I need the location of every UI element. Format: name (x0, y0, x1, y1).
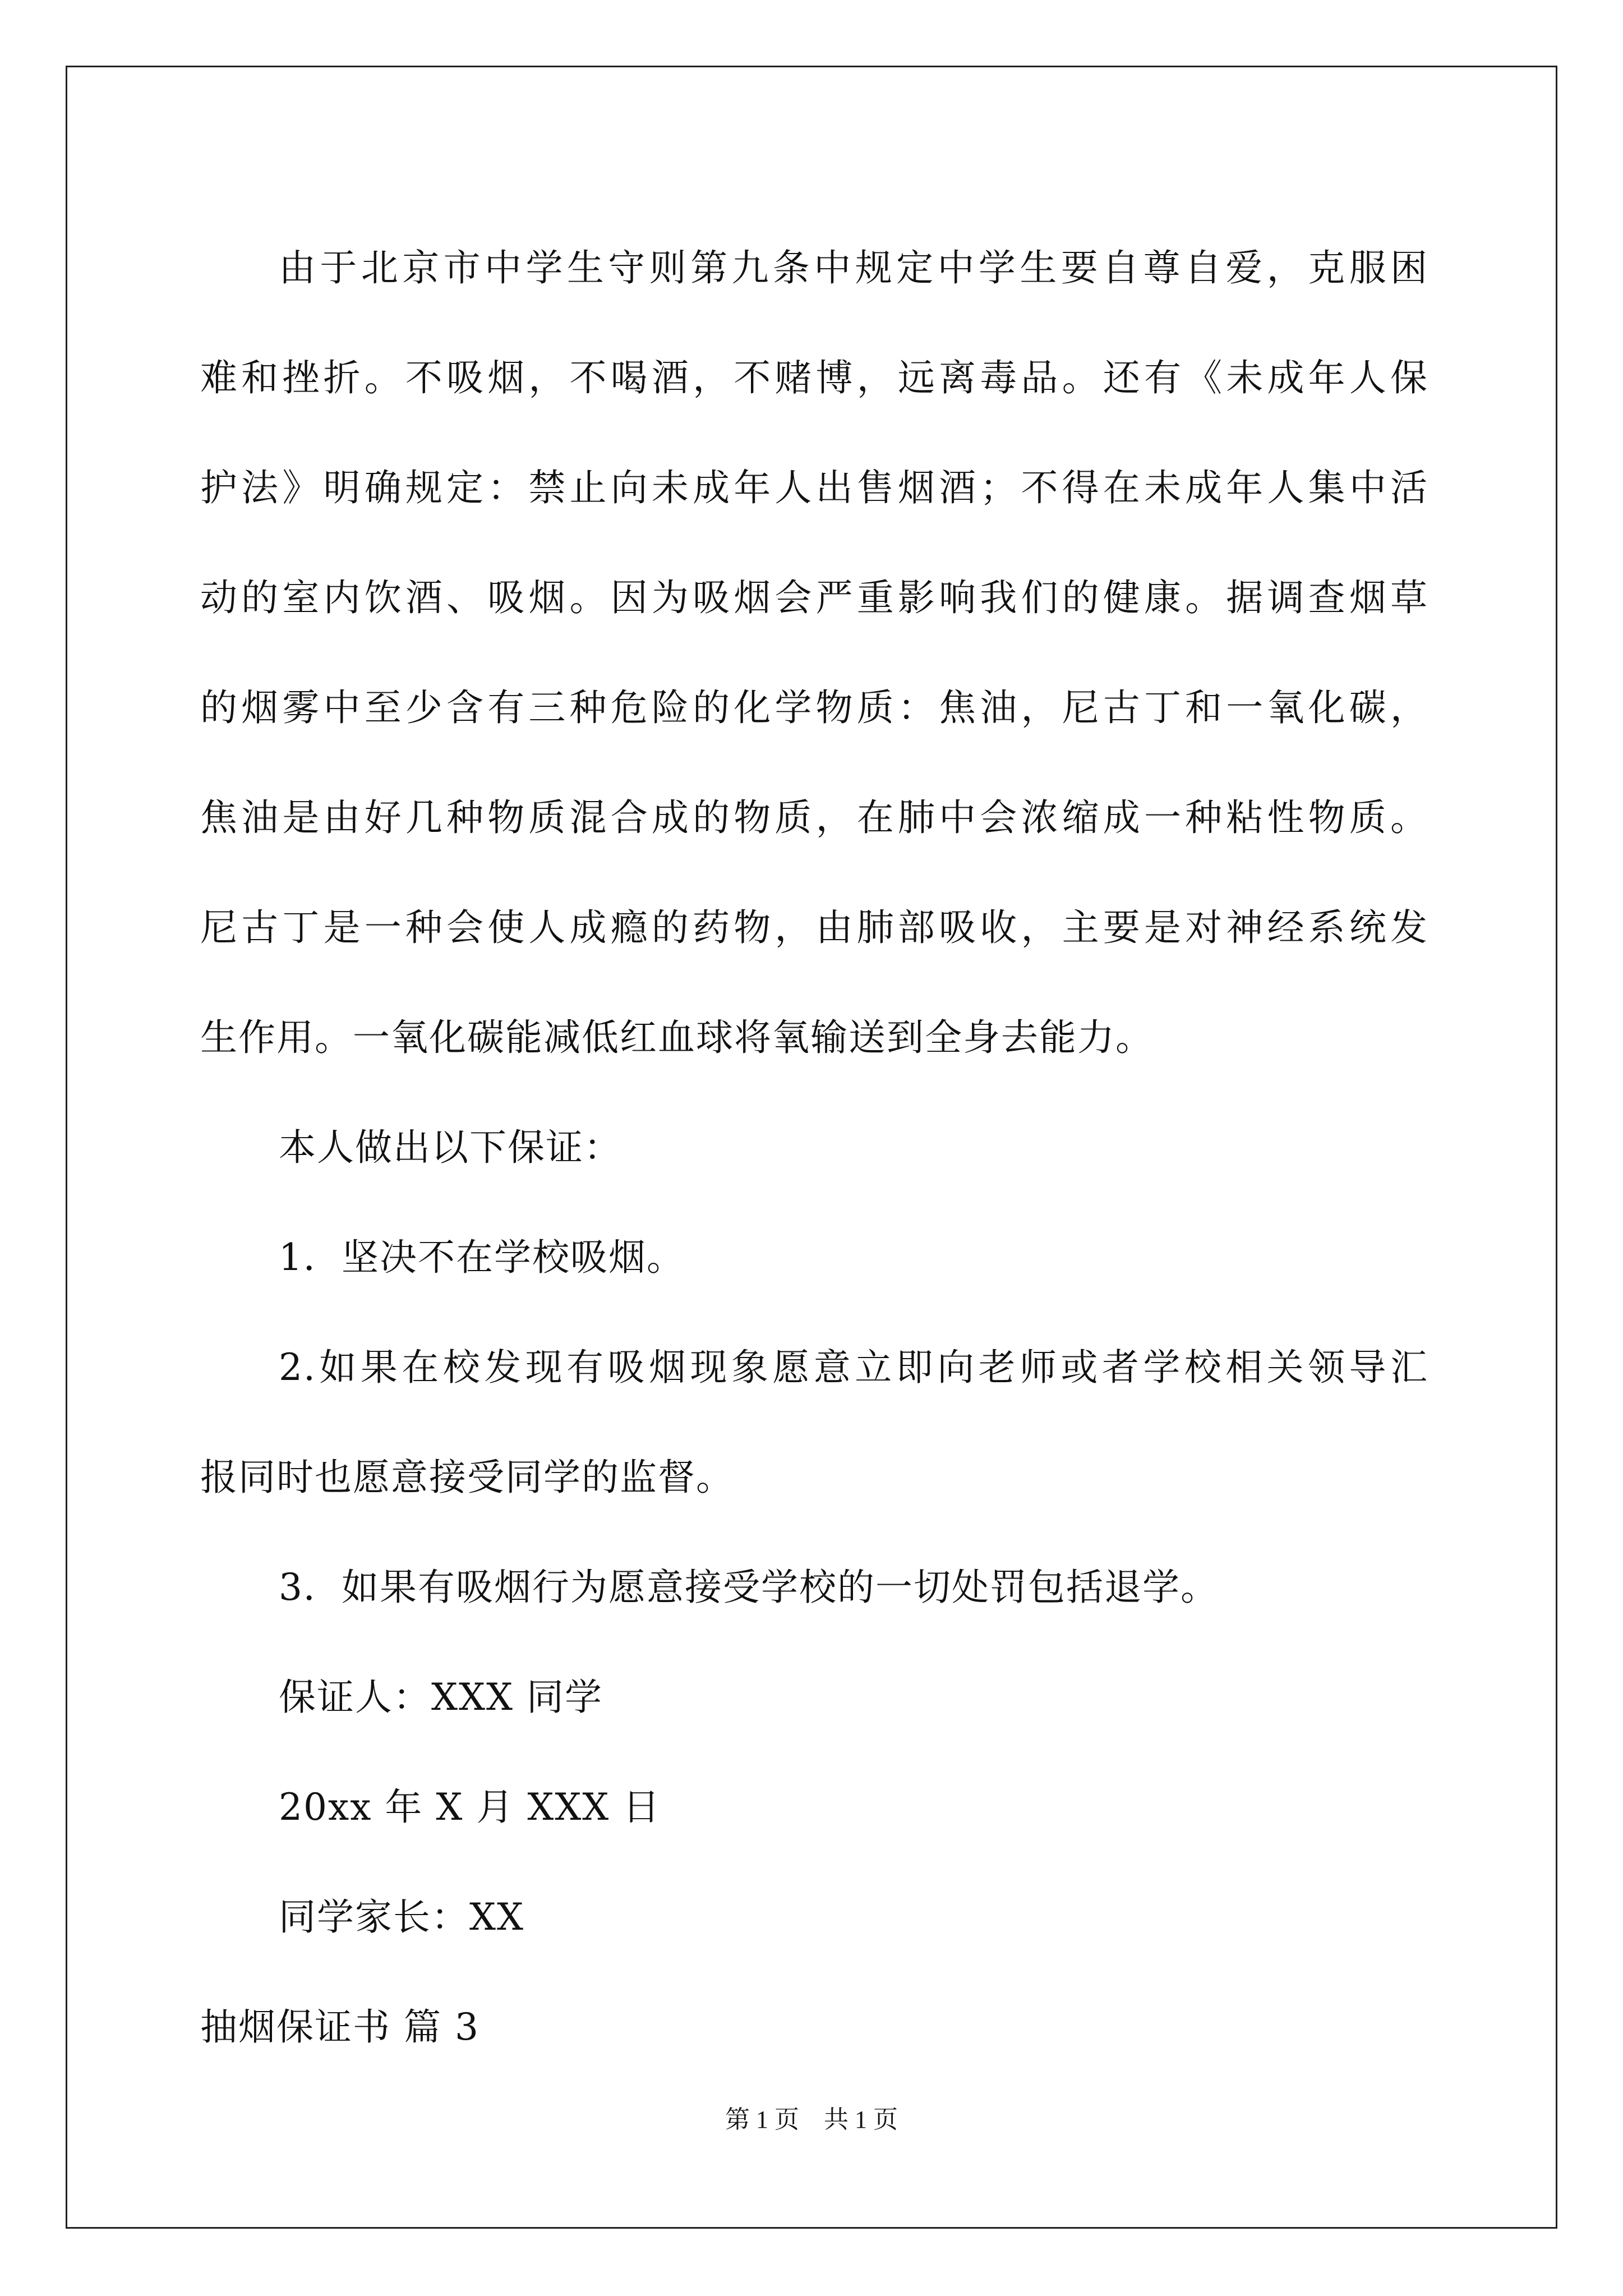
text-line: 焦油是由好几种物质混合成的物质，在肺中会浓缩成一种粘性物质。 (200, 796, 1428, 839)
text-line: 的烟雾中至少含有三种危险的化学物质：焦油，尼古丁和一氧化碳， (200, 686, 1428, 729)
page-number: 第 1 页 (725, 2106, 799, 2133)
text-line: 护法》明确规定：禁止向未成年人出售烟酒；不得在未成年人集中活 (200, 466, 1428, 509)
guarantee-intro: 本人做出以下保证： (279, 1126, 622, 1169)
parent-signature: 同学家长：XX (279, 1895, 524, 1939)
guarantee-item-3: 3．如果有吸烟行为愿意接受学校的一切处罚包括退学。 (279, 1566, 1219, 1609)
document-body (200, 213, 1428, 2082)
text-line: 难和挫折。不吸烟，不喝酒，不赌博，远离毒品。还有《未成年人保 (200, 356, 1428, 399)
text-line: 报同时也愿意接受同学的监督。 (200, 1456, 734, 1499)
text-line: 动的室内饮酒、吸烟。因为吸烟会严重影响我们的健康。据调查烟草 (200, 576, 1428, 619)
page-total: 共 1 页 (824, 2106, 898, 2133)
text-line: 生作用。一氧化碳能减低红血球将氧输送到全身去能力。 (200, 1016, 1154, 1059)
guarantor-signature: 保证人：XXX 同学 (279, 1676, 603, 1719)
section-heading: 抽烟保证书 篇 3 (200, 2005, 479, 2049)
text-line: 尼古丁是一种会使人成瘾的药物，由肺部吸收，主要是对神经系统发 (200, 906, 1428, 949)
paragraph-regulations (200, 213, 1428, 1093)
guarantee-item-2 (200, 1313, 1428, 1533)
signature-date: 20xx 年 X 月 XXX 日 (279, 1786, 661, 1829)
text-line: 由于北京市中学生守则第九条中规定中学生要自尊自爱，克服困 (279, 246, 1428, 289)
text-line: 2.如果在校发现有吸烟现象愿意立即向老师或者学校相关领导汇 (279, 1346, 1428, 1389)
guarantee-item-1: 1．坚决不在学校吸烟。 (279, 1236, 685, 1279)
page-footer (0, 2099, 1623, 2135)
